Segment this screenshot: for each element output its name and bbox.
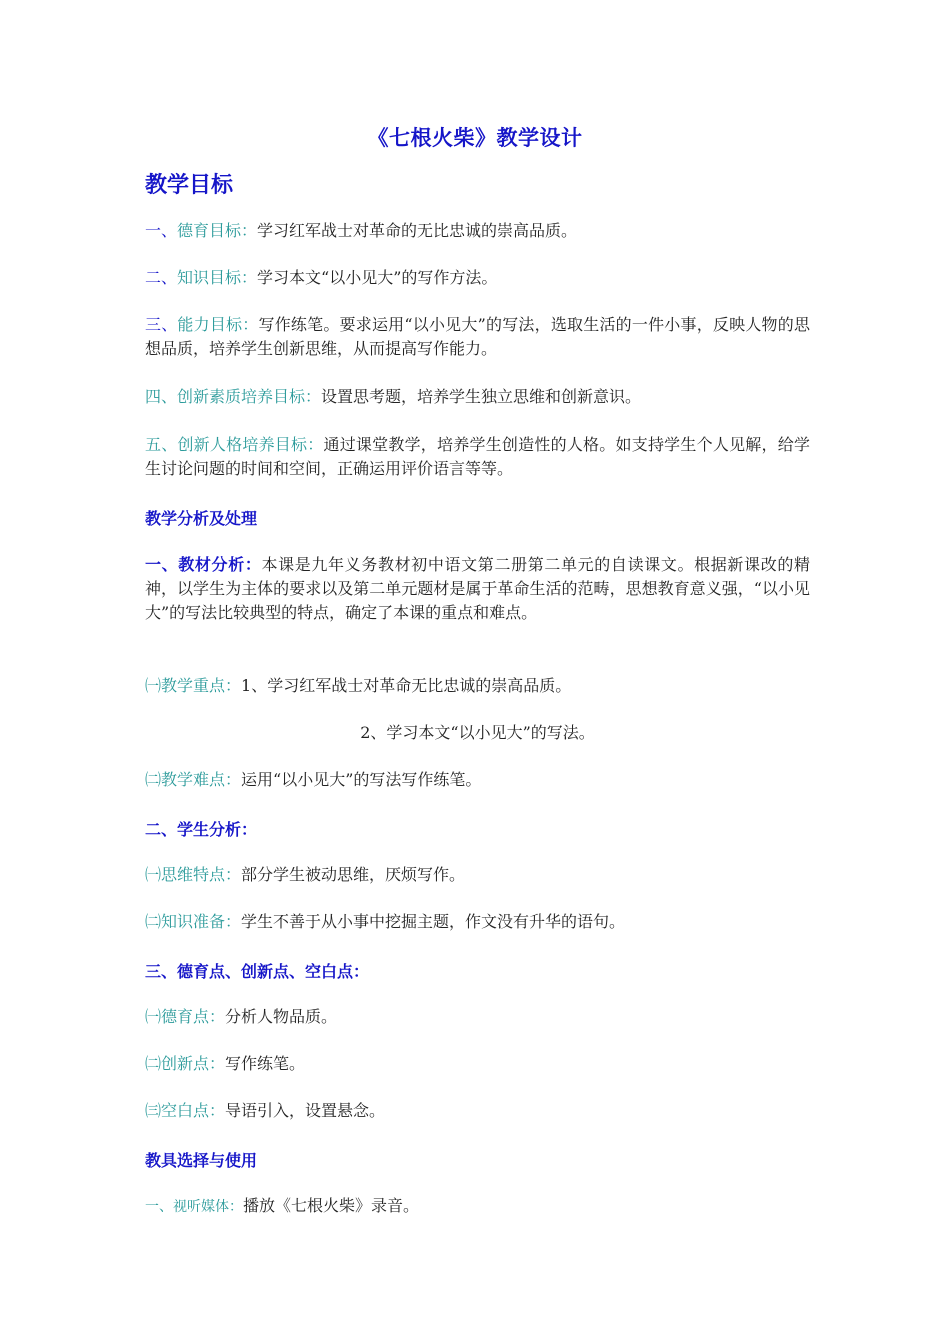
goal-label: 创新人格培养目标：: [177, 435, 324, 454]
section-heading-tools: 教具选择与使用: [145, 1151, 258, 1170]
key-point-label: 教学重点：: [161, 676, 242, 695]
key-point-2: 2、学习本文“以小见大”的写法。: [360, 723, 595, 742]
goal-label: 德育目标：: [177, 221, 258, 240]
key-point-number: ㈠: [145, 676, 162, 695]
point-label: 空白点：: [161, 1101, 226, 1120]
goal-number: 一、: [145, 221, 178, 240]
point-item-2: [145, 1052, 810, 1076]
student-text: 部分学生被动思维，厌烦写作。: [241, 865, 466, 884]
points-heading: 三、德育点、创新点、空白点：: [145, 962, 370, 981]
point-number: ㈡: [145, 1054, 162, 1073]
goal-number: 三、: [145, 315, 178, 334]
student-number: ㈠: [145, 865, 162, 884]
material-label: 一、教材分析：: [145, 555, 262, 574]
tool-item-1: [145, 1194, 810, 1219]
goal-item-2: [145, 266, 810, 290]
goal-text: 设置思考题，培养学生独立思维和创新意识。: [321, 387, 642, 406]
key-point-1: [145, 674, 810, 698]
document-title: 《七根火柴》教学设计: [367, 126, 583, 150]
point-text: 导语引入，设置悬念。: [225, 1101, 386, 1120]
difficulty-item: [145, 768, 810, 792]
tool-text: 播放《七根火柴》录音。: [243, 1196, 420, 1215]
material-analysis: [145, 553, 810, 625]
student-item-1: [145, 863, 810, 887]
goal-item-1: [145, 219, 810, 243]
goal-number: 五、: [145, 435, 178, 454]
goal-text: 写作练笔。要求运用“以小见大”的写法，选取生活的一件小事，反映人物的思想品质，培养学生创新思维，从而提高写作能力。: [145, 315, 810, 358]
point-number: ㈢: [145, 1101, 162, 1120]
difficulty-label: 教学难点：: [161, 770, 242, 789]
goal-text: 学习红军战士对革命的无比忠诚的崇高品质。: [257, 221, 578, 240]
key-point-text-1: 1、学习红军战士对革命无比忠诚的崇高品质。: [241, 676, 572, 695]
goal-label: 创新素质培养目标：: [177, 387, 322, 406]
goal-text: 通过课堂教学，培养学生创造性的人格。如支持学生个人见解，给学生讨论问题的时间和空间，正确运用评价语言等等。: [145, 435, 810, 478]
tool-label: 视听媒体：: [173, 1199, 243, 1215]
material-text: 本课是九年义务教材初中语文第二册第二单元的自读课文。根据新课改的精神，以学生为主体的要求以及第二单元题材是属于革命生活的范畴，思想教育意义强，“以小见大”的写法比较典型的特点，确定了本课的重点和难点。: [145, 555, 810, 622]
section-heading-goals: 教学目标: [145, 173, 234, 198]
goal-text: 学习本文“以小见大”的写作方法。: [257, 268, 498, 287]
student-analysis-heading: 二、学生分析：: [145, 820, 258, 839]
point-item-1: [145, 1005, 810, 1029]
point-number: ㈠: [145, 1007, 162, 1026]
tool-number: 一、: [145, 1199, 173, 1215]
goal-number: 二、: [145, 268, 178, 287]
goal-item-4: [145, 385, 810, 409]
goal-label: 知识目标：: [177, 268, 258, 287]
student-text: 学生不善于从小事中挖掘主题，作文没有升华的语句。: [241, 912, 626, 931]
student-number: ㈡: [145, 912, 162, 931]
point-label: 创新点：: [161, 1054, 226, 1073]
point-label: 德育点：: [161, 1007, 226, 1026]
point-item-3: [145, 1099, 810, 1123]
point-text: 分析人物品质。: [225, 1007, 338, 1026]
goal-item-3: [145, 313, 810, 361]
student-label: 思维特点：: [161, 865, 242, 884]
difficulty-text: 运用“以小见大”的写法写作练笔。: [241, 770, 482, 789]
difficulty-number: ㈡: [145, 770, 162, 789]
student-item-2: [145, 910, 810, 934]
student-label: 知识准备：: [161, 912, 242, 931]
goal-number: 四、: [145, 387, 178, 406]
point-text: 写作练笔。: [225, 1054, 306, 1073]
goal-label: 能力目标：: [177, 315, 259, 334]
goal-item-5: [145, 433, 810, 481]
section-heading-analysis: 教学分析及处理: [145, 509, 258, 528]
